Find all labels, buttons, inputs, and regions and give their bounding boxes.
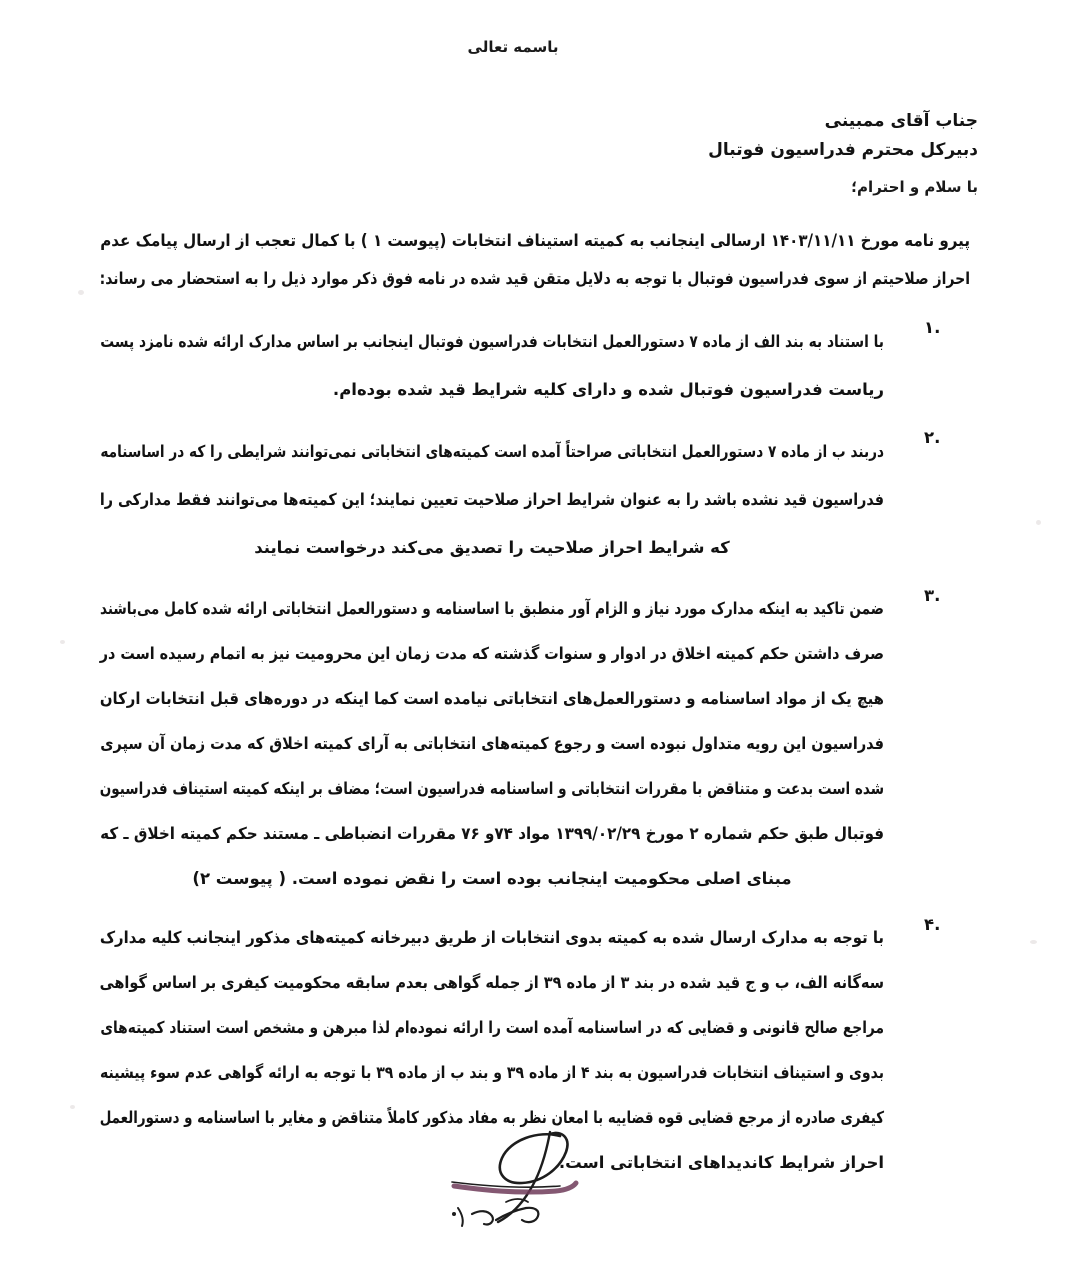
addressee-title: دبیرکل محترم فدراسیون فوتبال: [708, 140, 978, 161]
item-3-line-5: شده است بدعت و متناقض با مقررات انتخاباتی و اساسنامه فدراسیون است؛ مضاف بر اینکه کمیته استیناف فدراسیون: [99, 779, 885, 798]
item-3-line-6: فوتبال طبق حکم شماره ۲ مورخ ۱۳۹۹/۰۲/۲۹ مواد ۷۴و ۷۶ مقررات انضباطی ـ مستند حکم کمیته اخلاق ـ که: [100, 824, 884, 843]
item-4-line-1: با توجه به مدارک ارسال شده به کمیته بدوی انتخابات از طریق دبیرخانه کمیته‌های مذکور اینجانب کلیه مدارک: [99, 928, 884, 947]
addressee-name: جناب آقای ممبینی: [824, 111, 978, 131]
numbered-item-3: [100, 586, 970, 901]
item-4-line-2: سه‌گانه الف، ب و ج قید شده در بند ۳ از ماده ۳۹ از جمله گواهی بعدم سابقه محکومیت کیفری بر اساس گواهی: [99, 973, 884, 992]
item-4-line-4: بدوی و استیناف انتخابات فدراسیون به بند ۴ از ماده ۳۹ و بند ب از ماده ۳۹ با توجه به ارائه گواهی عدم سوء پیشینه: [100, 1063, 884, 1082]
item-marker-3: ۳.: [924, 586, 941, 605]
item-body-2: [100, 428, 884, 572]
item-marker-2: ۲.: [924, 428, 941, 447]
opening-line-2: احراز صلاحیتم از سوی فدراسیون فوتبال با توجه به دلایل متقن قید شده در نامه فوق ذکر موارد ذیل را به استحضار می رساند:: [99, 269, 970, 288]
item-marker-4: ۴.: [924, 915, 941, 934]
item-3-line-3: هیچ یک از مواد اساسنامه و دستورالعمل‌های انتخاباتی نیامده است کما اینکه در دوره‌های قبل انتخابات ارکان: [99, 689, 885, 708]
letter-body: [100, 222, 970, 1199]
invocation-header: باسمه تعالی: [467, 38, 559, 56]
item-2-line-3: که شرایط احراز صلاحیت را تصدیق می‌کند درخواست نمایند: [254, 538, 730, 557]
scan-speckle: [1030, 940, 1037, 944]
item-2-line-2: فدراسیون قید نشده باشد را به عنوان شرایط احراز صلاحیت تعیین نمایند؛ این کمیته‌ها می‌توانند فقط مدارکی را: [99, 490, 884, 509]
item-3-line-4: فدراسیون این رویه متداول نبوده است و رجوع کمیته‌های انتخاباتی به آرای کمیته اخلاق که مدت زمان آن سپری: [100, 734, 884, 753]
item-3-line-7: مبنای اصلی محکومیت اینجانب بوده است را نقض نموده است. ( پیوست ۲): [192, 869, 792, 888]
scan-speckle: [1036, 520, 1041, 525]
numbered-item-2: [100, 428, 970, 572]
item-4-line-6: احراز شرایط کاندیداهای انتخاباتی است.: [558, 1153, 884, 1172]
item-3-line-2: صرف داشتن حکم کمیته اخلاق در ادوار و سنوات گذشته که مدت زمان این محرومیت نیز به اتمام رسیده است در: [99, 644, 884, 663]
numbered-item-4: [100, 915, 970, 1185]
item-body-1: [100, 318, 884, 414]
item-2-line-1: دربند ب از ماده ۷ دستورالعمل انتخاباتی صراحتاً آمده است کمیته‌های انتخاباتی نمی‌توانند شرایطی را که در اساسنامه: [100, 442, 884, 461]
item-body-3: [100, 586, 884, 901]
item-1-line-2: ریاست فدراسیون فوتبال شده و دارای کلیه شرایط قید شده بوده‌ام.: [332, 380, 884, 399]
item-4-line-3: مراجع صالح قانونی و قضایی که در اساسنامه آمده است را ارائه نموده‌ام لذا مبرهن و مشخص است استناد کمیته‌های: [100, 1018, 885, 1037]
item-marker-1: ۱.: [924, 318, 941, 337]
numbered-item-1: [100, 318, 970, 414]
item-4-line-5: کیفری صادره از مرجع قضایی قوه قضاییه با امعان نظر به مفاد مذکور کاملاً متناقض و مغایر با اساسنامه و دستورالعمل: [99, 1108, 884, 1127]
item-body-4: [100, 915, 884, 1185]
salutation: با سلام و احترام؛: [851, 178, 978, 196]
opening-line-1: پیرو نامه مورخ ۱۴۰۳/۱۱/۱۱ ارسالی اینجانب به کمیته استیناف انتخابات (پیوست ۱ ) با کمال تعجب از ارسال پیامک عدم: [100, 231, 970, 250]
item-1-line-1: با استناد به بند الف از ماده ۷ دستورالعمل انتخابات فدراسیون فوتبال اینجانب بر اساس مدارک ارائه شده نامزد پست: [100, 332, 884, 351]
item-3-line-1: ضمن تاکید به اینکه مدارک مورد نیاز و الزام آور منطبق با اساسنامه و دستورالعمل انتخاباتی ارائه شده کامل می‌باشند: [99, 599, 885, 618]
addressee-block: [708, 108, 978, 164]
opening-paragraph: [100, 222, 970, 298]
